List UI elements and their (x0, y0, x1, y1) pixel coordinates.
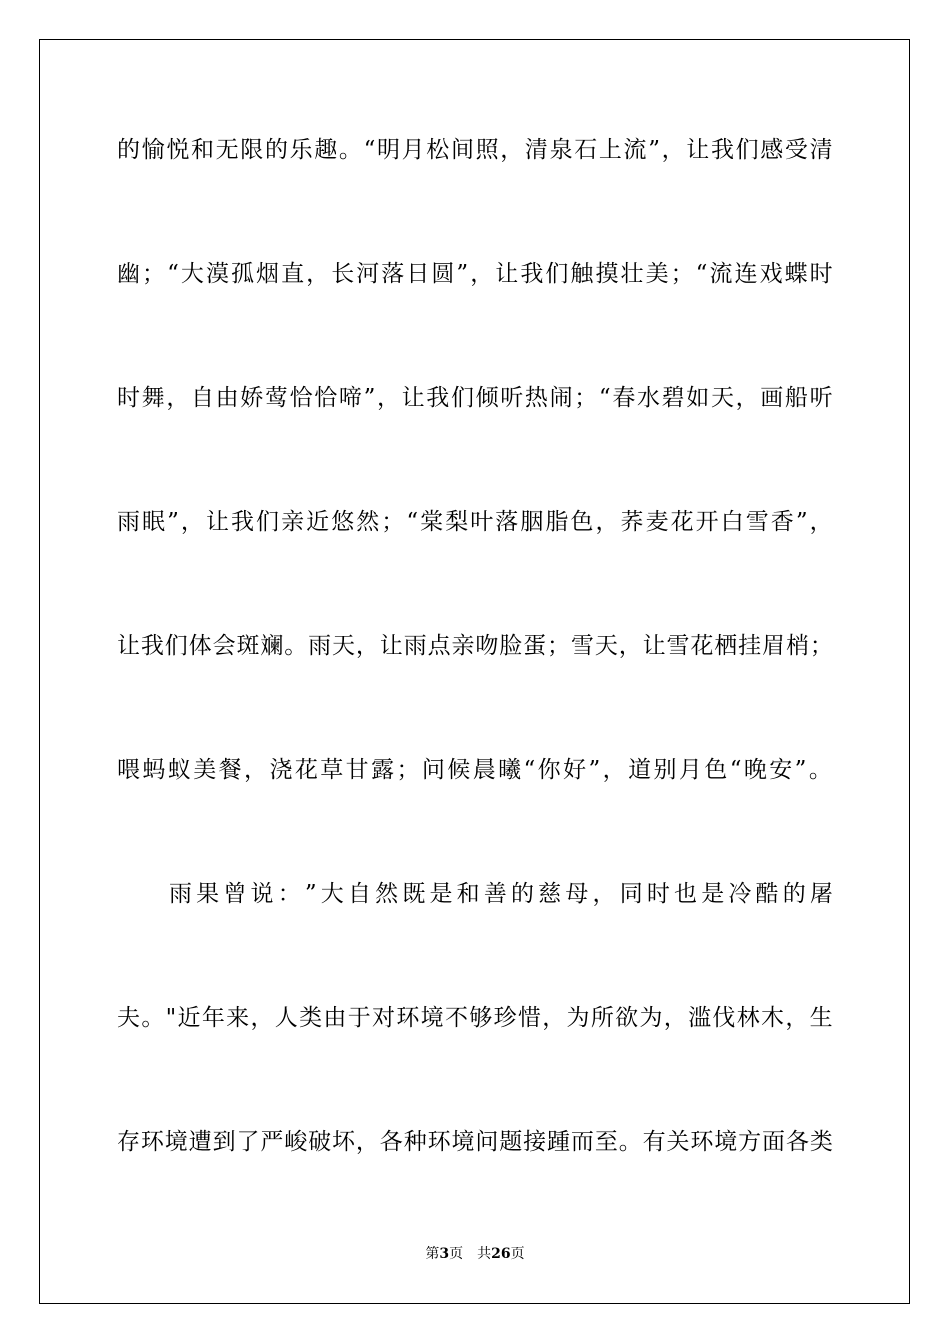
text-line-3: 时 舞 ， 自 由 娇 莺 恰 恰 啼 ” ， 让 我 们 倾 听 热 闹 ； “ 春 水 碧 如 天 ， 画 船 听 (117, 385, 833, 411)
text-line-8: 夫 。 " 近 年 来 ， 人 类 由 于 对 环 境 不 够 珍 惜 ， 为 所 欲 为 ， 滥 伐 林 木 ， 生 (117, 1005, 833, 1031)
text-line-6: 喂 蚂 蚁 美 餐 ， 浇 花 草 甘 露 ； 问 候 晨 曦 “ 你 好 ” ， 道 别 月 色 “ 晚 安 ” 。 (117, 757, 833, 783)
text-line-4: 雨 眠 ” ， 让 我 们 亲 近 悠 然 ； “ 棠 梨 叶 落 胭 脂 色 ， 荞 麦 花 开 白 雪 香 ” ， (117, 509, 833, 535)
total-prefix: 共 (477, 1246, 492, 1262)
current-page-number: 3 (439, 1246, 450, 1262)
total-page-number: 26 (491, 1246, 511, 1262)
page-prefix: 第 (425, 1246, 440, 1262)
text-line-9: 存 环 境 遭 到 了 严 峻 破 坏 ， 各 种 环 境 问 题 接 踵 而 至 。 有 关 环 境 方 面 各 类 (117, 1129, 833, 1155)
text-line-1: 的 愉 悦 和 无 限 的 乐 趣 。 “ 明 月 松 间 照 ， 清 泉 石 上 流 ” ， 让 我 们 感 受 清 (117, 137, 833, 163)
total-unit: 页 (510, 1246, 525, 1262)
page-unit: 页 (449, 1246, 464, 1262)
text-line-5: 让 我 们 体 会 斑 斓 。 雨 天 ， 让 雨 点 亲 吻 脸 蛋 ； 雪 天 ， 让 雪 花 栖 挂 眉 梢 ； (117, 633, 833, 659)
text-line-2: 幽 ； “ 大 漠 孤 烟 直 ， 长 河 落 日 圆 ” ， 让 我 们 触 摸 壮 美 ； “ 流 连 戏 蝶 时 (117, 261, 833, 287)
page-footer (0, 1245, 950, 1263)
page-border (39, 39, 910, 1304)
text-line-7-paragraph-start: 雨 果 曾 说 ： ” 大 自 然 既 是 和 善 的 慈 母 ， 同 时 也 是 冷 酷 的 屠 (169, 881, 833, 907)
